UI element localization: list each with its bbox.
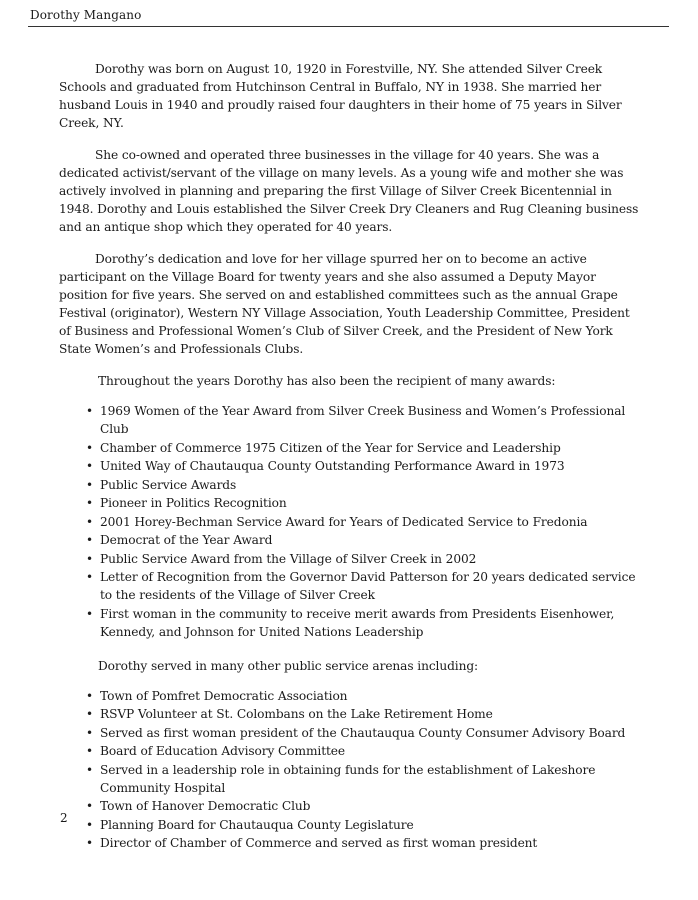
bullet-icon: • [86, 799, 93, 813]
service-text: RSVP Volunteer at St. Colombans on the Lake Retirement Home [100, 707, 493, 721]
header-rule [28, 26, 669, 27]
list-item [59, 568, 639, 604]
list-item [59, 531, 639, 549]
bullet-icon: • [86, 836, 93, 850]
bullet-icon: • [86, 570, 93, 584]
list-item [59, 494, 639, 512]
bullet-icon: • [86, 744, 93, 758]
service-text: Served as first woman president of the Chautauqua County Consumer Advisory Board [100, 725, 626, 740]
list-item [59, 457, 639, 475]
list-item [59, 476, 639, 494]
list-item [59, 797, 639, 815]
awards-intro: Throughout the years Dorothy has also been the recipient of many awards: [98, 374, 556, 388]
bullet-icon: • [86, 725, 93, 740]
bullet-icon: • [86, 551, 93, 566]
service-text: Director of Chamber of Commerce and served as first woman president [100, 836, 538, 850]
bullet-icon: • [86, 440, 93, 455]
award-text: 2001 Horey-Bechman Service Award for Years of Dedicated Service to Fredonia [100, 514, 588, 529]
award-text: Letter of Recognition from the Governor David Patterson for 20 years dedicated service to the residents of the Village of Silver Creek [100, 570, 636, 602]
page-body [59, 60, 639, 868]
bullet-icon: • [86, 707, 93, 721]
award-text: First woman in the community to receive merit awards from Presidents Eisenhower, Kennedy, and Johnson for United Nations Leadership [100, 606, 615, 639]
list-item [59, 550, 639, 568]
page-number: 2 [60, 811, 68, 825]
list-item [59, 816, 639, 834]
service-text: Planning Board for Chautauqua County Legislature [100, 817, 414, 832]
awards-list [59, 402, 639, 641]
bullet-icon: • [86, 606, 93, 621]
bullet-icon: • [86, 688, 93, 703]
award-text: United Way of Chautauqua County Outstanding Performance Award in 1973 [100, 459, 565, 473]
list-item [59, 761, 639, 797]
list-item [59, 439, 639, 457]
list-item [59, 724, 639, 742]
service-text: Town of Pomfret Democratic Association [100, 688, 348, 703]
award-text: Democrat of the Year Award [100, 533, 273, 547]
award-text: Pioneer in Politics Recognition [100, 496, 287, 510]
list-item [59, 513, 639, 531]
bullet-icon: • [86, 477, 93, 492]
list-item [59, 742, 639, 760]
service-text: Town of Hanover Democratic Club [100, 799, 311, 813]
bullet-icon: • [86, 459, 93, 473]
bullet-icon: • [86, 404, 93, 418]
page-header: Dorothy Mangano [30, 8, 142, 22]
paragraph-birth: Dorothy was born on August 10, 1920 in Forestville, NY. She attended Silver Creek Schools and graduated from Hutchinson Central in Buffalo, NY in 1938. She married her husband Louis in 1940 and proudly raised four daughters in their home of 75 years in Silver Creek, NY. [59, 62, 622, 130]
list-item [59, 402, 639, 438]
paragraph-village-board: Dorothy’s dedication and love for her village spurred her on to become an active participant on the Village Board for twenty years and she also assumed a Deputy Mayor position for five years. She served on and established committees such as the annual Grape Festival (originator), Western NY Village Association, Youth Leadership Committee, President of Business and Professional Women’s Club of Silver Creek, and the President of New York State Women’s and Professionals Clubs. [59, 252, 630, 356]
bullet-icon: • [86, 817, 93, 832]
award-text: Chamber of Commerce 1975 Citizen of the Year for Service and Leadership [100, 440, 561, 455]
bullet-icon: • [86, 514, 93, 529]
service-intro: Dorothy served in many other public service arenas including: [98, 658, 479, 673]
list-item [59, 705, 639, 723]
award-text: 1969 Women of the Year Award from Silver Creek Business and Women’s Professional Club [100, 404, 626, 436]
list-item [59, 687, 639, 705]
service-list [59, 687, 639, 853]
bullet-icon: • [86, 762, 93, 777]
list-item [59, 834, 639, 852]
paragraph-businesses: She co-owned and operated three businesses in the village for 40 years. She was a dedicated activist/servant of the village on many levels. As a young wife and mother she was actively involved in planning and preparing the first Village of Silver Creek Bicentennial in 1948. Dorothy and Louis established the Silver Creek Dry Cleaners and Rug Cleaning business and an antique shop which they operated for 40 years. [59, 148, 639, 234]
service-text: Served in a leadership role in obtaining funds for the establishment of Lakeshore Community Hospital [100, 762, 596, 795]
award-text: Public Service Awards [100, 477, 237, 492]
service-text: Board of Education Advisory Committee [100, 744, 346, 758]
bullet-icon: • [86, 533, 93, 547]
bullet-icon: • [86, 496, 93, 510]
award-text: Public Service Award from the Village of Silver Creek in 2002 [100, 551, 477, 566]
list-item [59, 605, 639, 641]
